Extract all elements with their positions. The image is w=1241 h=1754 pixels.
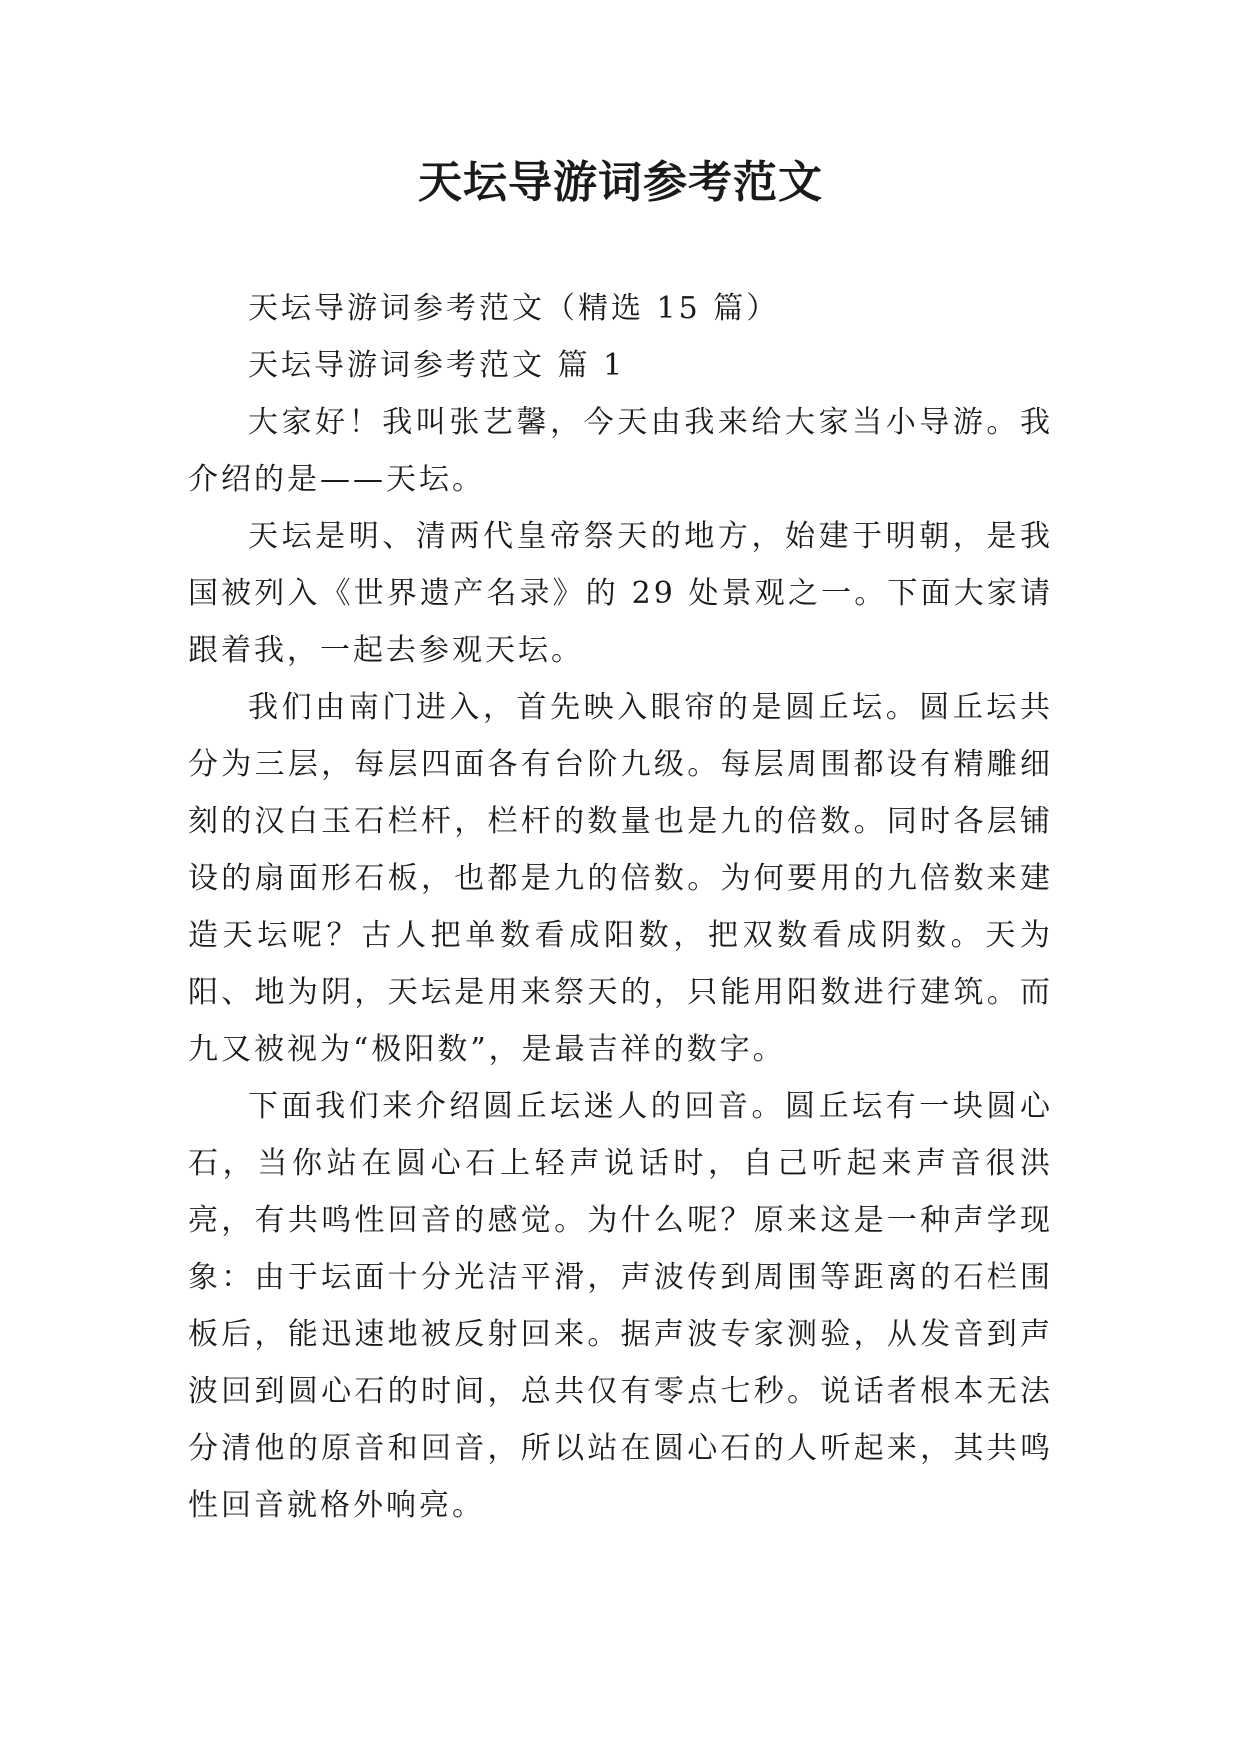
paragraph-greeting: 大家好！我叫张艺馨，今天由我来给大家当小导游。我介绍的是——天坛。 bbox=[188, 405, 1053, 497]
paragraph-collection-title: 天坛导游词参考范文（精选 15 篇） bbox=[248, 291, 780, 326]
paragraph-article-heading: 天坛导游词参考范文 篇 1 bbox=[248, 348, 626, 383]
paragraph-echo: 下面我们来介绍圆丘坛迷人的回音。圆丘坛有一块圆心石，当你站在圆心石上轻声说话时，自己听起来声音很洪亮，有共鸣性回音的感觉。为什么呢？原来这是一种声学现象：由于坛面十分光洁平滑，声波传到周围等距离的石栏围板后，能迅速地被反射回来。据声波专家测验，从发音到声波回到圆心石的时间，总共仅有零点七秒。说话者根本无法分清他的原音和回音，所以站在圆心石的人听起来，其共鸣性回音就格外响亮。 bbox=[188, 1089, 1053, 1523]
paragraph-introduction: 天坛是明、清两代皇帝祭天的地方，始建于明朝，是我国被列入《世界遗产名录》的 29 处景观之一。下面大家请跟着我，一起去参观天坛。 bbox=[188, 519, 1053, 668]
paragraph-circular-mound: 我们由南门进入，首先映入眼帘的是圆丘坛。圆丘坛共分为三层，每层四面各有台阶九级。每层周围都设有精雕细刻的汉白玉石栏杆，栏杆的数量也是九的倍数。同时各层铺设的扇面形石板，也都是九的倍数。为何要用的九倍数来建造天坛呢？古人把单数看成阳数，把双数看成阴数。天为阳、地为阴，天坛是用来祭天的，只能用阳数进行建筑。而九又被视为“极阳数”，是最吉祥的数字。 bbox=[188, 690, 1053, 1067]
document-body bbox=[188, 280, 1053, 1534]
document-title: 天坛导游词参考范文 bbox=[418, 157, 823, 208]
